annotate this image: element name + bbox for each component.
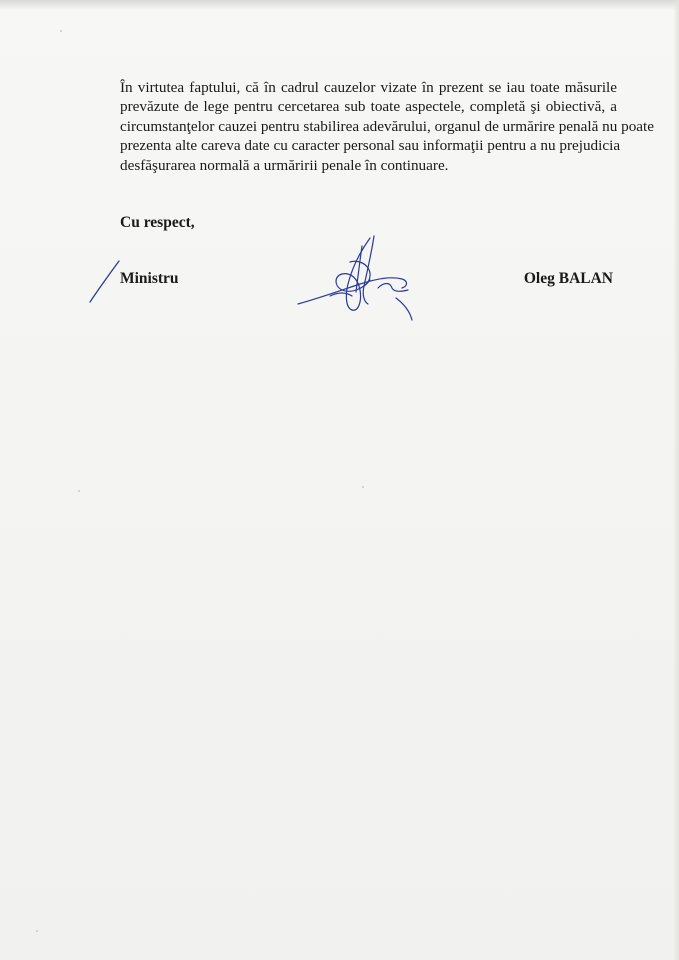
signatory-name: Oleg BALAN [523,270,613,287]
closing-greeting: Cu respect, [120,214,195,231]
signatory-title: Ministru [120,270,179,287]
pen-stroke-icon [86,258,122,304]
paper-speck [60,30,62,32]
body-line-5: desfăşurarea normală a urmăririi penale în continuare. [120,156,449,174]
paper-top-edge [0,0,679,10]
body-line-1: În virtutea faptului, că în cadrul cauzelor vizate în prezent se iau toate măsurile [120,79,617,96]
signature-icon [290,232,420,326]
paper-right-edge [673,0,679,960]
paper-speck [362,486,364,488]
body-line-2: prevăzute de lege pentru cercetarea sub toate aspectele, completă şi obiectivă, a [120,98,617,116]
body-line-4: prezenta alte careva date cu caracter personal sau informaţii pentru a nu prejudicia [120,137,621,155]
paper-speck [36,930,38,932]
paper-speck [78,490,80,492]
body-line-3: circumstanţelor cauzei pentru stabilirea adevărului, organul de urmărire penală nu poate [120,117,655,135]
body-paragraph [120,78,655,175]
